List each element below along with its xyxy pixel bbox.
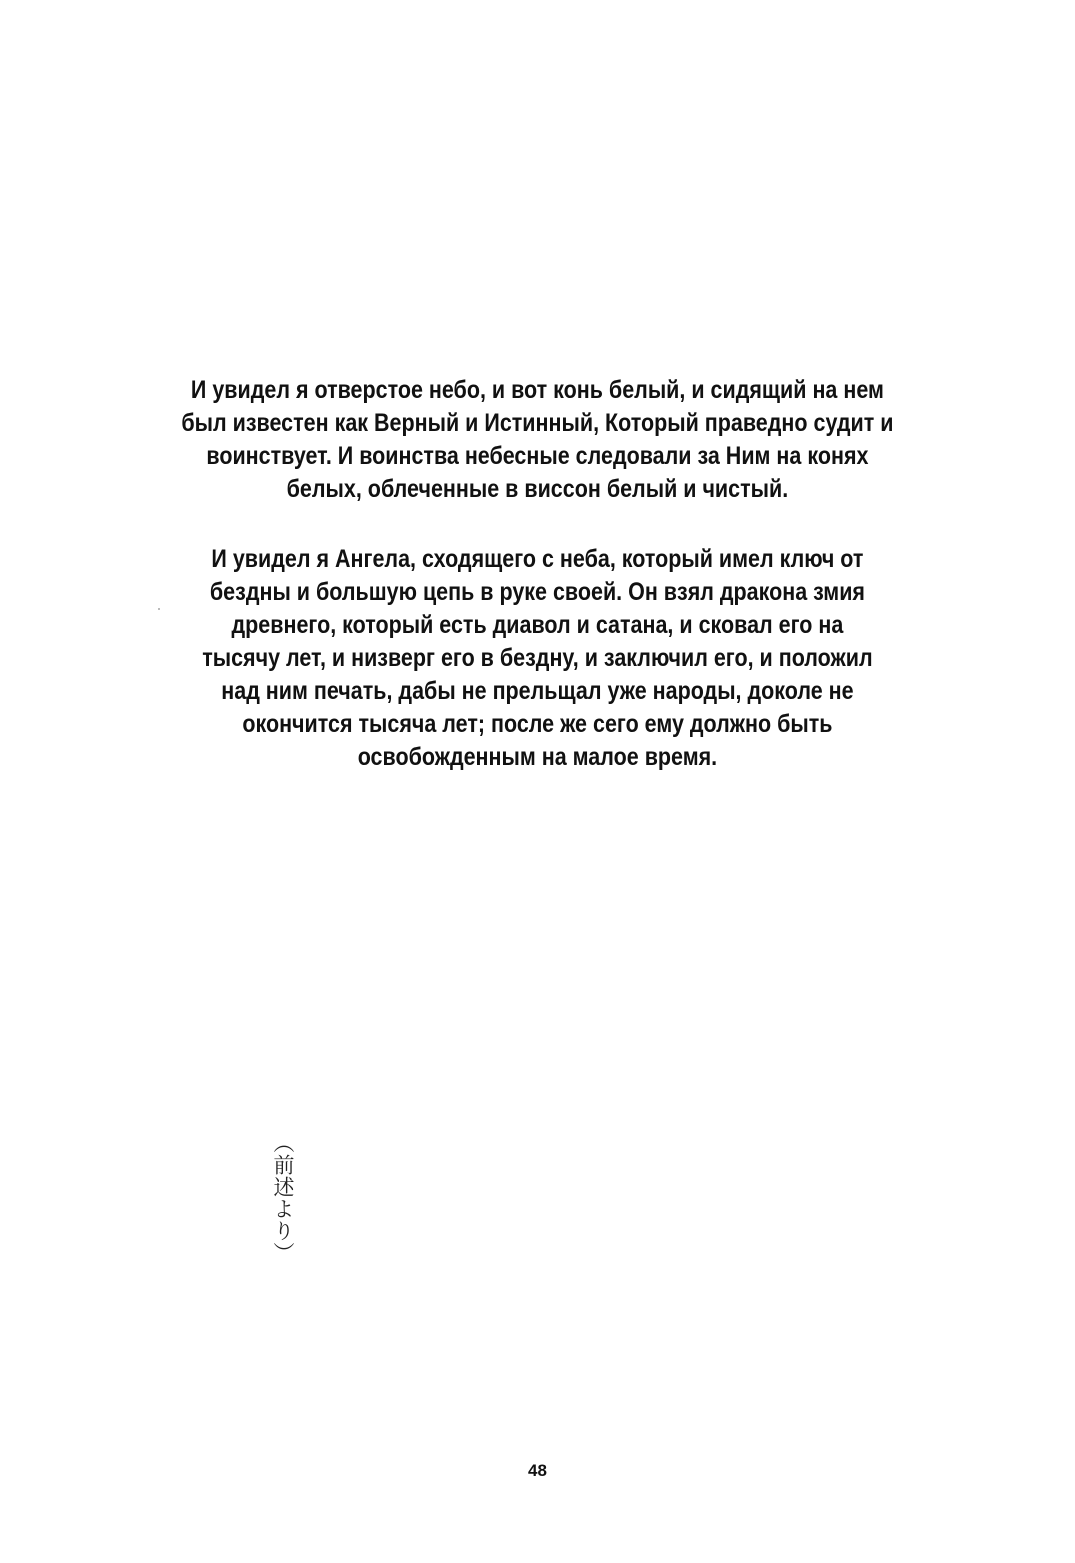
paragraph-line: белых, облеченные в виссон белый и чистый. [286, 475, 789, 503]
paragraph-line: бездны и большую цепь в руке своей. Он взял дракона змия [209, 578, 865, 606]
source-note: （前述より） [271, 1132, 295, 1264]
page-number: 48 [528, 1461, 547, 1480]
paragraph-line: был известен как Верный и Истинный, Который праведно судит и [181, 409, 894, 437]
paragraph-line: тысячу лет, и низверг его в бездну, и заключил его, и положил [202, 644, 873, 672]
paragraph-line: над ним печать, дабы не прельщал уже народы, доколе не [221, 677, 854, 705]
paragraph-line: окончится тысяча лет; после же сего ему должно быть [242, 710, 833, 738]
paragraph-line: освобожденным на малое время. [357, 743, 718, 771]
paragraph-line: И увидел я отверстое небо, и вот конь белый, и сидящий на нем [190, 376, 884, 404]
paragraph-2 [75, 543, 1000, 774]
paragraph-1 [75, 374, 1000, 506]
paragraph-line: воинствует. И воинства небесные следовали за Ним на конях [206, 442, 869, 470]
scan-speck [158, 608, 160, 610]
paragraph-line: И увидел я Ангела, сходящего с неба, который имел ключ от [211, 545, 864, 573]
paragraph-line: древнего, который есть диавол и сатана, и сковал его на [231, 611, 844, 639]
